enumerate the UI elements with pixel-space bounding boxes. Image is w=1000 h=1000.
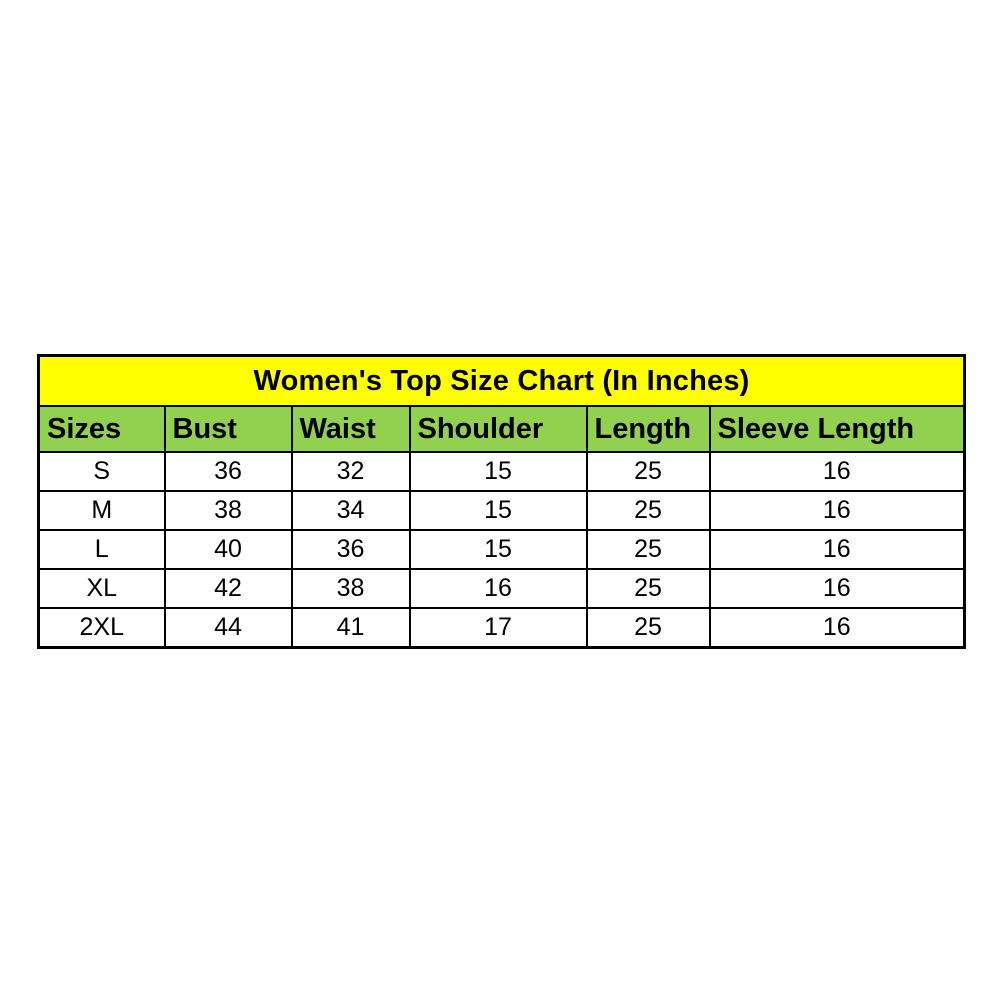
table-row-xl [39, 569, 965, 608]
column-header-sizes: Sizes [39, 406, 165, 452]
cell-size: L [39, 530, 165, 569]
cell-waist: 38 [292, 569, 410, 608]
table-title-row [39, 356, 965, 407]
cell-shoulder: 15 [410, 530, 587, 569]
column-header-sleeve-length: Sleeve Length [710, 406, 965, 452]
table-row-l [39, 530, 965, 569]
cell-sleeve-length: 16 [710, 452, 965, 491]
column-header-bust: Bust [165, 406, 292, 452]
cell-size: M [39, 491, 165, 530]
cell-bust: 44 [165, 608, 292, 648]
cell-sleeve-length: 16 [710, 608, 965, 648]
column-header-length: Length [587, 406, 710, 452]
column-header-shoulder: Shoulder [410, 406, 587, 452]
cell-length: 25 [587, 452, 710, 491]
table-title: Women's Top Size Chart (In Inches) [39, 356, 965, 407]
cell-size: S [39, 452, 165, 491]
cell-waist: 34 [292, 491, 410, 530]
cell-waist: 41 [292, 608, 410, 648]
column-header-waist: Waist [292, 406, 410, 452]
cell-sleeve-length: 16 [710, 569, 965, 608]
size-chart-table [37, 354, 966, 649]
cell-sleeve-length: 16 [710, 530, 965, 569]
cell-waist: 36 [292, 530, 410, 569]
cell-shoulder: 15 [410, 491, 587, 530]
cell-bust: 38 [165, 491, 292, 530]
cell-shoulder: 16 [410, 569, 587, 608]
cell-length: 25 [587, 569, 710, 608]
cell-bust: 36 [165, 452, 292, 491]
cell-sleeve-length: 16 [710, 491, 965, 530]
table-row-m [39, 491, 965, 530]
cell-size: 2XL [39, 608, 165, 648]
cell-bust: 40 [165, 530, 292, 569]
table-header-row [39, 406, 965, 452]
cell-length: 25 [587, 491, 710, 530]
cell-length: 25 [587, 608, 710, 648]
cell-length: 25 [587, 530, 710, 569]
table-row-s [39, 452, 965, 491]
cell-waist: 32 [292, 452, 410, 491]
cell-shoulder: 15 [410, 452, 587, 491]
table-row-2xl [39, 608, 965, 648]
cell-shoulder: 17 [410, 608, 587, 648]
cell-size: XL [39, 569, 165, 608]
cell-bust: 42 [165, 569, 292, 608]
